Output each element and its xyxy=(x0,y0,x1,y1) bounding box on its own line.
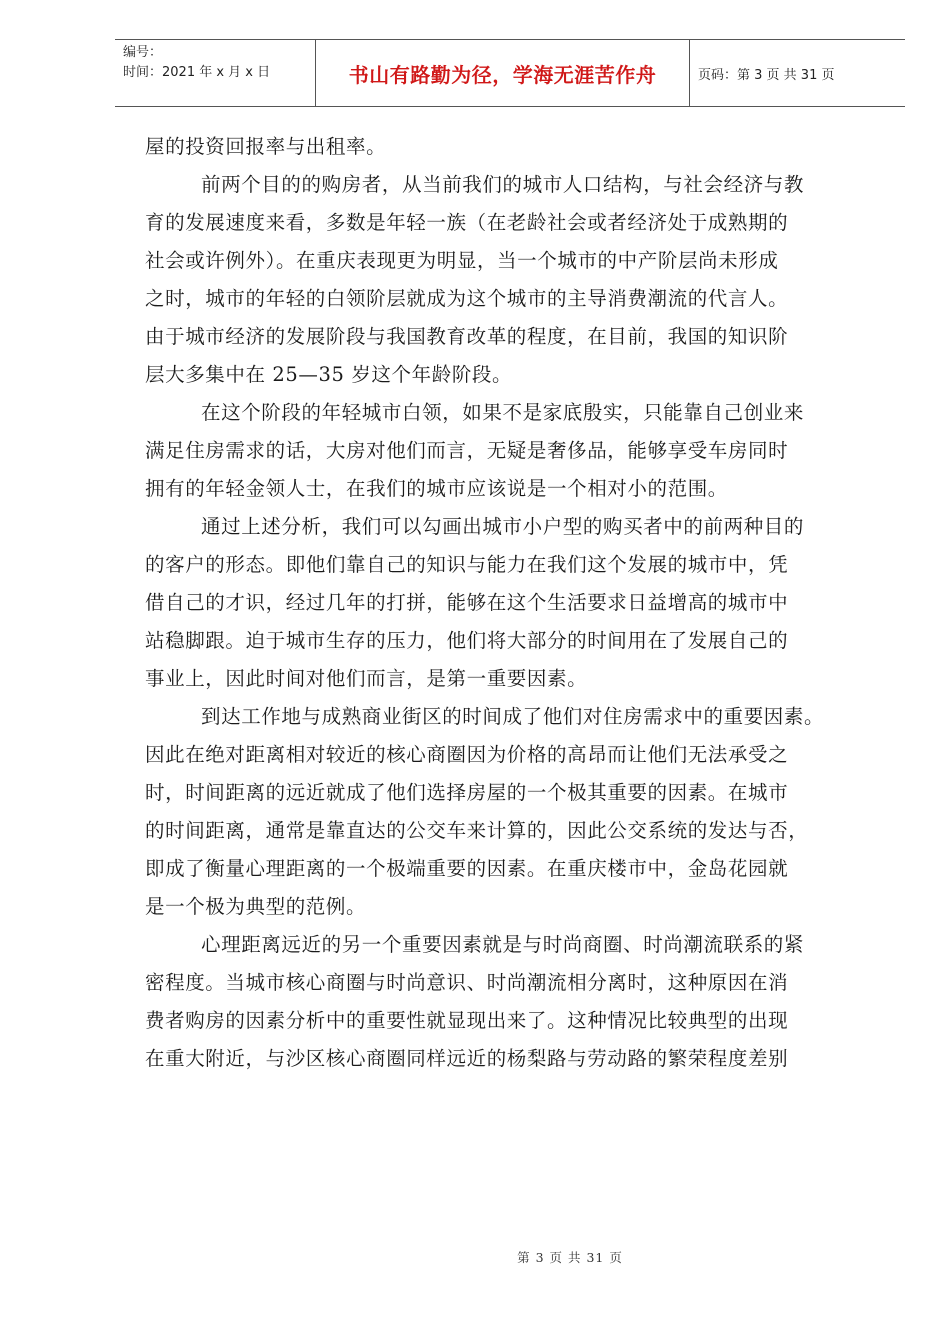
body-line: 费者购房的因素分析中的重要性就显现出来了。这种情况比较典型的出现 xyxy=(145,1009,789,1032)
paragraph-start-line: 前两个目的的购房者，从当前我们的城市人口结构，与社会经济与教 xyxy=(201,173,805,196)
paragraph-start-line: 通过上述分析，我们可以勾画出城市小户型的购买者中的前两种目的 xyxy=(201,515,805,538)
paragraph-start-line: 心理距离远近的另一个重要因素就是与时尚商圈、时尚潮流联系的紧 xyxy=(201,933,805,956)
body-line: 之时，城市的年轻的白领阶层就成为这个城市的主导消费潮流的代言人。 xyxy=(145,287,789,310)
body-line: 因此在绝对距离相对较近的核心商圈因为价格的高昂而让他们无法承受之 xyxy=(145,743,789,766)
body-line: 的客户的形态。即他们靠自己的知识与能力在我们这个发展的城市中，凭 xyxy=(145,553,789,576)
body-line: 社会或许例外）。在重庆表现更为明显，当一个城市的中产阶层尚未形成 xyxy=(145,249,779,272)
body-line: 育的发展速度来看，多数是年轻一族（在老龄社会或者经济处于成熟期的 xyxy=(145,211,789,234)
body-line: 即成了衡量心理距离的一个极端重要的因素。在重庆楼市中，金岛花园就 xyxy=(145,857,789,880)
body-line: 是一个极为典型的范例。 xyxy=(145,895,367,918)
header-motto: 书山有路勤为径，学海无涯苦作舟 xyxy=(316,40,690,106)
body-line: 时，时间距离的远近就成了他们选择房屋的一个极其重要的因素。在城市 xyxy=(145,781,789,804)
body-line: 满足住房需求的话，大房对他们而言，无疑是奢侈品，能够享受车房同时 xyxy=(145,439,789,462)
header-page-number: 页码：第 3 页 共 31 页 xyxy=(698,67,835,83)
body-line: 由于城市经济的发展阶段与我国教育改革的程度，在目前，我国的知识阶 xyxy=(145,325,789,348)
body-line: 事业上，因此时间对他们而言，是第一重要因素。 xyxy=(145,667,588,690)
body-line: 拥有的年轻金领人士，在我们的城市应该说是一个相对小的范围。 xyxy=(145,477,728,500)
body-line: 站稳脚跟。迫于城市生存的压力，他们将大部分的时间用在了发展自己的 xyxy=(145,629,789,652)
document-body xyxy=(145,128,885,1078)
footer-page-number: 第 3 页 共 31 页 xyxy=(517,1250,623,1265)
body-line: 屋的投资回报率与出租率。 xyxy=(145,135,387,158)
body-line: 密程度。当城市核心商圈与时尚意识、时尚潮流相分离时，这种原因在消 xyxy=(145,971,789,994)
body-line: 的时间距离，通常是靠直达的公交车来计算的，因此公交系统的发达与否， xyxy=(145,819,809,842)
paragraph-start-line: 在这个阶段的年轻城市白领，如果不是家底殷实，只能靠自己创业来 xyxy=(201,401,805,424)
paragraph-start-line: 到达工作地与成熟商业街区的时间成了他们对住房需求中的重要因素。 xyxy=(201,705,825,728)
page-footer xyxy=(0,1248,950,1266)
page-header xyxy=(115,39,905,107)
body-line: 借自己的才识，经过几年的打拼，能够在这个生活要求日益增高的城市中 xyxy=(145,591,789,614)
body-line: 层大多集中在 25—35 岁这个年龄阶段。 xyxy=(145,363,513,386)
header-number-label: 编号： xyxy=(123,45,163,60)
header-meta xyxy=(115,40,316,106)
header-date: 时间：2021 年 x 月 x 日 xyxy=(123,65,271,80)
body-line: 在重大附近，与沙区核心商圈同样远近的杨梨路与劳动路的繁荣程度差别 xyxy=(145,1047,789,1070)
